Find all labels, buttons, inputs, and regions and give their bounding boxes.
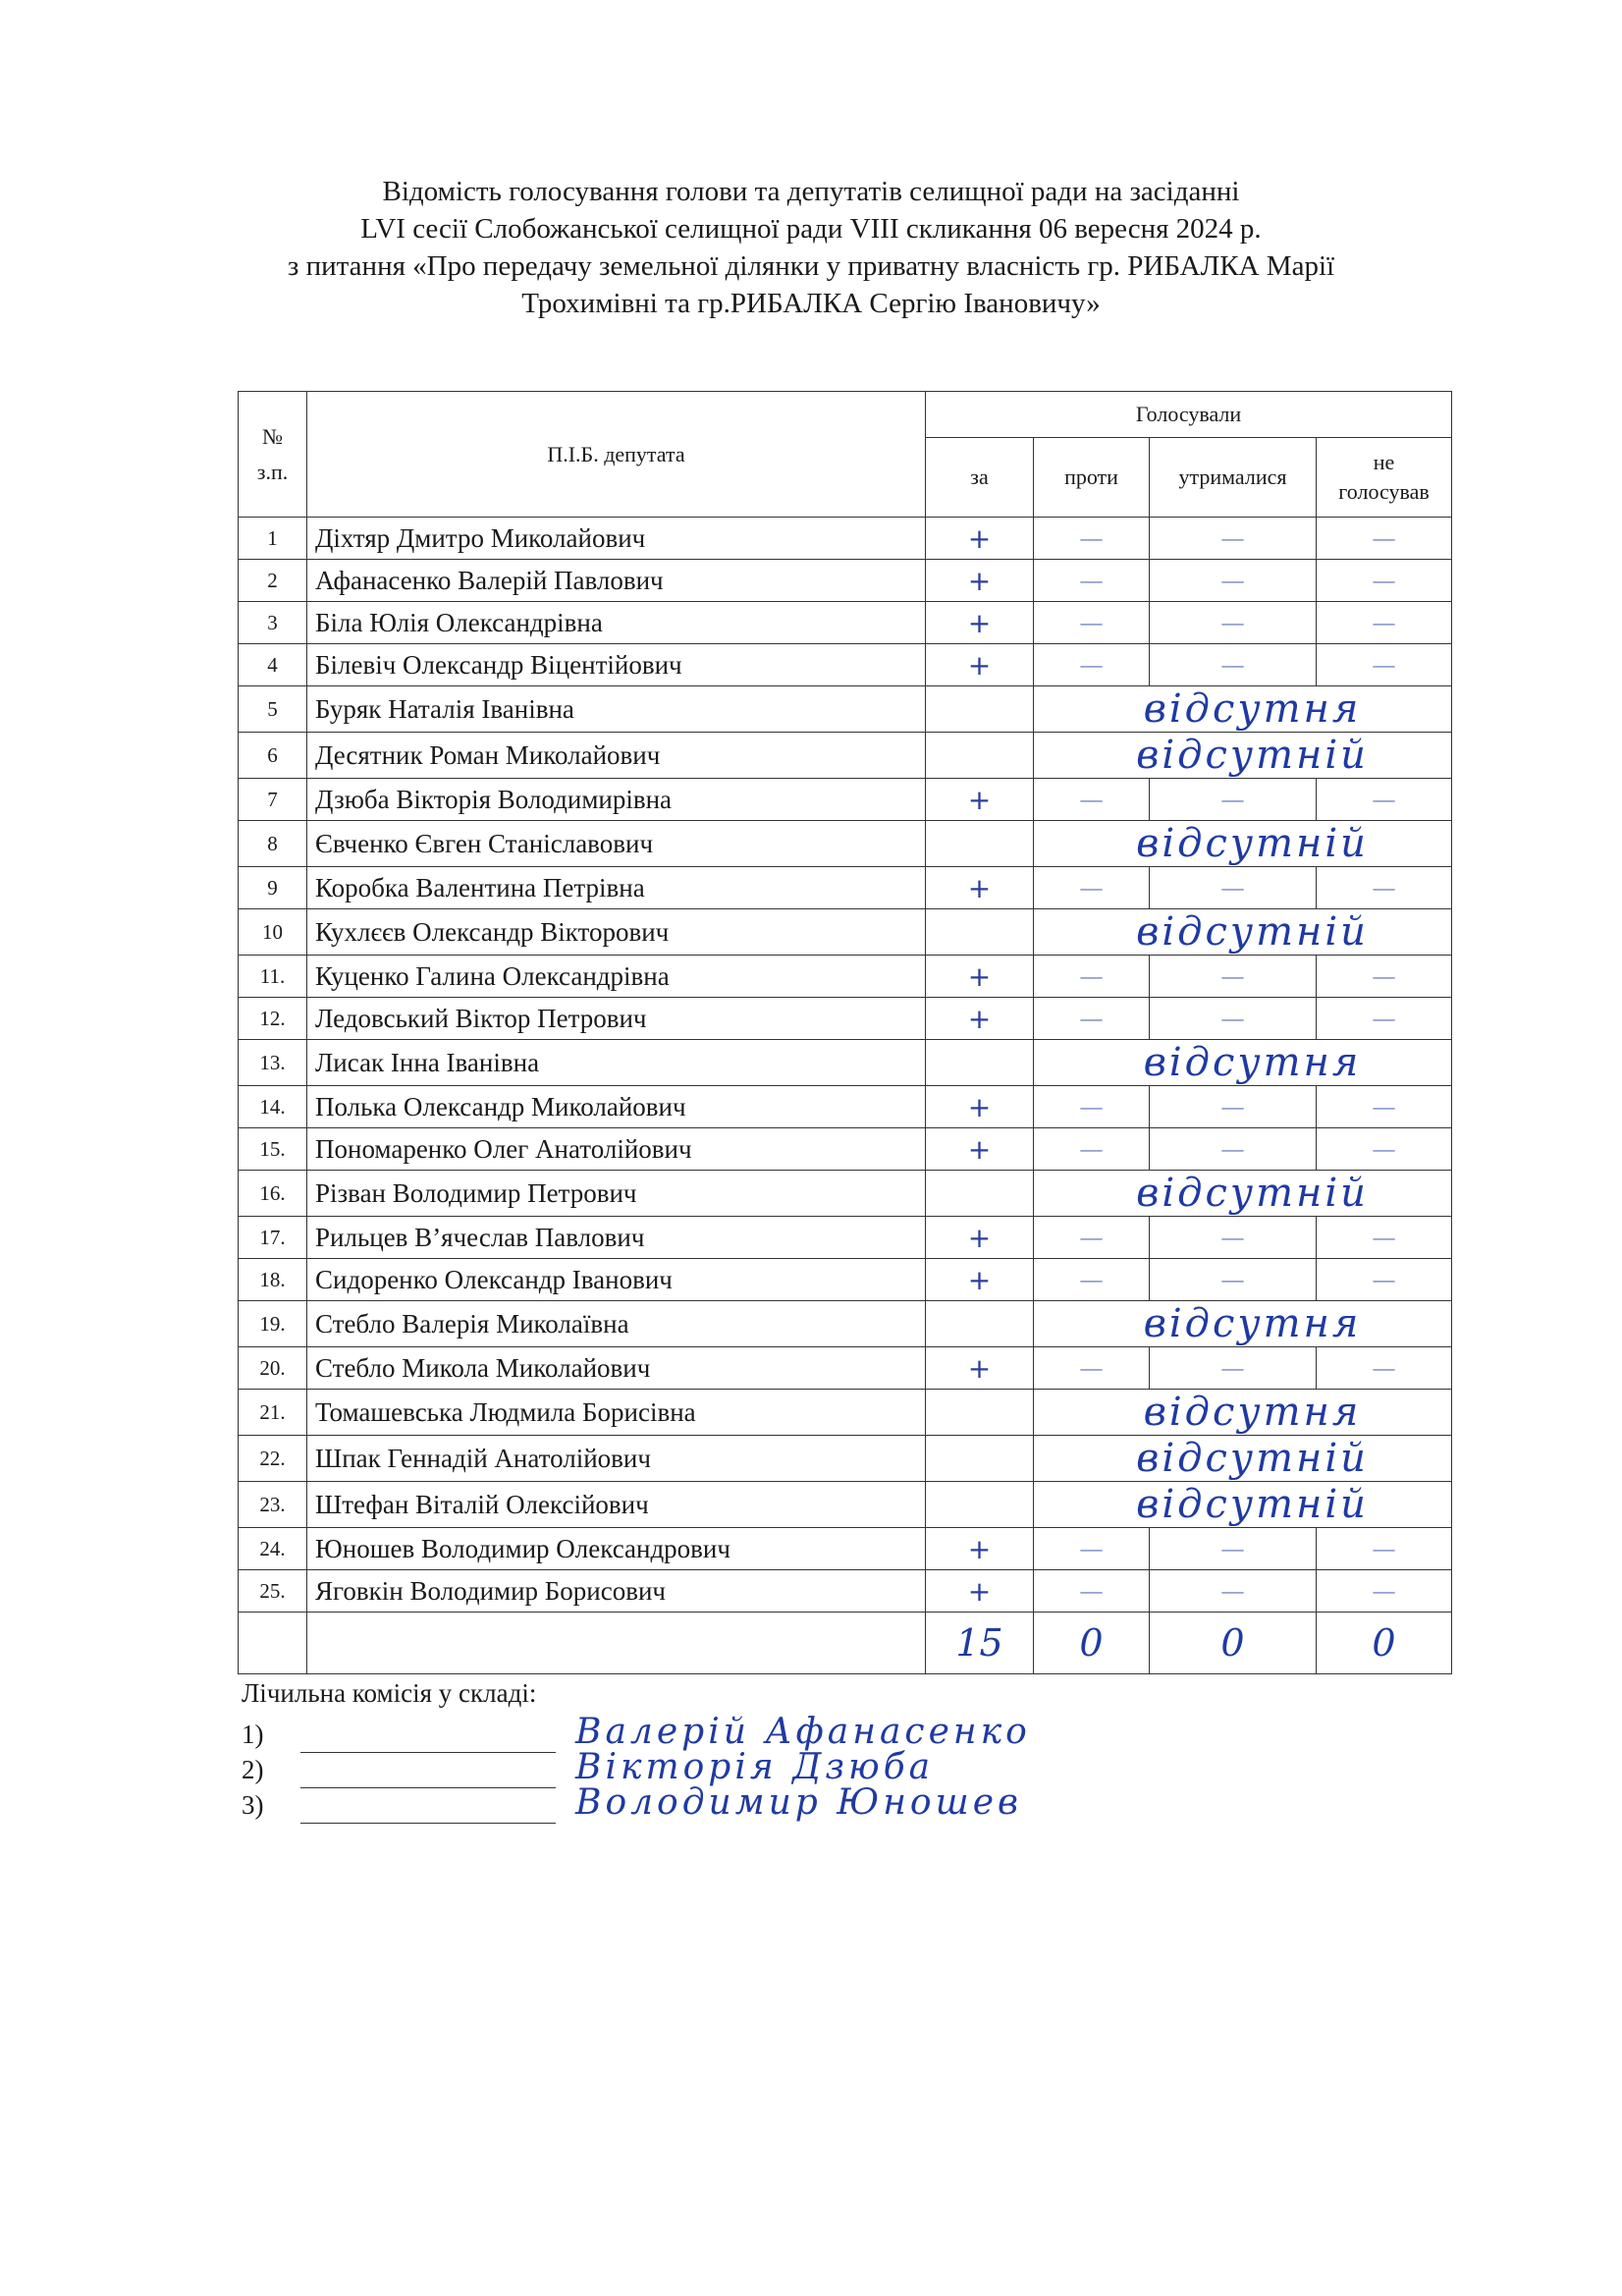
commission-member [242,1782,1031,1823]
header-line-3: з питання «Про передачу земельної ділянки у приватну власність гр. РИБАЛКА Марії [287,250,1335,282]
vote-against: — [1034,779,1150,821]
table-row [239,644,1452,686]
deputy-name: Кухлєєв Олександр Вікторович [307,909,926,956]
vote-for [926,686,1034,733]
deputy-name: Євченко Євген Станіславович [307,821,926,867]
row-number: 8 [239,821,307,867]
vote-for [926,733,1034,779]
header-line-4: Трохимівні та гр.РИБАЛКА Сергію Івановичу» [521,288,1101,319]
totals-empty-num [239,1613,307,1674]
row-number: 11. [239,956,307,998]
row-number: 2 [239,560,307,602]
vote-for [926,1436,1034,1482]
deputy-name: Рильцев В’ячеслав Павлович [307,1217,926,1259]
header-line-2: LVI сесії Слобожанської селищної ради VIII скликання 06 вересня 2024 р. [360,213,1262,245]
deputy-name: Куценко Галина Олександрівна [307,956,926,998]
table-row [239,1482,1452,1528]
vote-for [926,821,1034,867]
commission-member [242,1747,1031,1787]
table-row [239,1217,1452,1259]
row-number: 17. [239,1217,307,1259]
vote-not-voted: — [1317,1570,1452,1613]
table-row [239,518,1452,560]
vote-against: — [1034,1570,1150,1613]
member-number: 2) [242,1755,264,1784]
total-not-voted: 0 [1317,1613,1452,1674]
header-voted-group: Голосували [926,392,1452,438]
vote-against: — [1034,1128,1150,1171]
vote-not-voted: — [1317,644,1452,686]
row-number: 13. [239,1040,307,1086]
vote-abstained: — [1150,867,1317,909]
vote-not-voted: — [1317,1347,1452,1390]
header-name: П.І.Б. депутата [307,392,926,518]
vote-for: + [926,998,1034,1040]
vote-not-voted: — [1317,1528,1452,1570]
header-number: № з.п. [239,392,307,518]
absent-note: відсутня [1034,1301,1452,1347]
row-number: 22. [239,1436,307,1482]
table-row [239,1436,1452,1482]
signature [300,1717,556,1753]
vote-abstained: — [1150,1217,1317,1259]
deputy-name: Біла Юлія Олександрівна [307,602,926,644]
deputy-name: Діхтяр Дмитро Миколайович [307,518,926,560]
absent-note: відсутній [1034,909,1452,956]
signature [300,1787,556,1824]
table-row [239,909,1452,956]
vote-against: — [1034,1217,1150,1259]
vote-for: + [926,1086,1034,1128]
deputy-name: Томашевська Людмила Борисівна [307,1390,926,1436]
document-header [0,173,1622,322]
row-number: 15. [239,1128,307,1171]
vote-for [926,909,1034,956]
vote-for: + [926,1128,1034,1171]
deputy-name: Буряк Наталія Іванівна [307,686,926,733]
deputy-name: Штефан Віталій Олексійович [307,1482,926,1528]
absent-note: відсутній [1034,821,1452,867]
row-number: 24. [239,1528,307,1570]
table-row [239,998,1452,1040]
header-against: проти [1034,438,1150,518]
total-against: 0 [1034,1613,1150,1674]
signature [300,1752,556,1788]
table-row [239,602,1452,644]
vote-not-voted: — [1317,998,1452,1040]
deputy-name: Коробка Валентина Петрівна [307,867,926,909]
totals-empty-name [307,1613,926,1674]
deputy-name: Дзюба Вікторія Володимирівна [307,779,926,821]
vote-for: + [926,1259,1034,1301]
deputy-name: Полька Олександр Миколайович [307,1086,926,1128]
vote-abstained: — [1150,956,1317,998]
vote-for: + [926,956,1034,998]
row-number: 10 [239,909,307,956]
vote-not-voted: — [1317,1086,1452,1128]
vote-against: — [1034,560,1150,602]
absent-note: відсутня [1034,1040,1452,1086]
vote-against: — [1034,518,1150,560]
vote-not-voted: — [1317,518,1452,560]
totals-row [239,1613,1452,1674]
member-number: 3) [242,1790,264,1820]
table-row [239,867,1452,909]
counting-commission [242,1675,1031,1821]
row-number: 5 [239,686,307,733]
vote-abstained: — [1150,1259,1317,1301]
vote-against: — [1034,602,1150,644]
absent-note: відсутній [1034,733,1452,779]
vote-abstained: — [1150,1128,1317,1171]
voting-table [238,391,1452,1674]
vote-against: — [1034,1086,1150,1128]
deputy-name: Яговкін Володимир Борисович [307,1570,926,1613]
deputy-name: Афанасенко Валерій Павлович [307,560,926,602]
absent-note: відсутній [1034,1482,1452,1528]
table-row [239,1086,1452,1128]
vote-for: + [926,1528,1034,1570]
table-row [239,1259,1452,1301]
absent-note: відсутня [1034,686,1452,733]
member-name: Володимир Юношев [575,1782,1022,1823]
vote-for: + [926,867,1034,909]
row-number: 14. [239,1086,307,1128]
member-number: 1) [242,1720,264,1749]
vote-abstained: — [1150,602,1317,644]
vote-for: + [926,1347,1034,1390]
deputy-name: Лисак Інна Іванівна [307,1040,926,1086]
vote-for [926,1040,1034,1086]
vote-for [926,1482,1034,1528]
row-number: 20. [239,1347,307,1390]
row-number: 21. [239,1390,307,1436]
vote-abstained: — [1150,644,1317,686]
row-number: 9 [239,867,307,909]
header-not-voted: не голосував [1317,438,1452,518]
deputy-name: Десятник Роман Миколайович [307,733,926,779]
table-row [239,1128,1452,1171]
row-number: 25. [239,1570,307,1613]
vote-abstained: — [1150,560,1317,602]
vote-abstained: — [1150,1570,1317,1613]
table-row [239,1171,1452,1217]
vote-against: — [1034,1528,1150,1570]
header-abstained: утрималися [1150,438,1317,518]
vote-for: + [926,602,1034,644]
deputy-name: Стебло Микола Миколайович [307,1347,926,1390]
table-row [239,1528,1452,1570]
table-row [239,1347,1452,1390]
table-row [239,1040,1452,1086]
table-row [239,560,1452,602]
vote-against: — [1034,644,1150,686]
row-number: 4 [239,644,307,686]
member-name: Валерій Афанасенко [575,1712,1031,1752]
vote-against: — [1034,867,1150,909]
commission-title: Лічильна комісія у складі: [242,1678,537,1708]
vote-for: + [926,560,1034,602]
table-row [239,1390,1452,1436]
vote-for: + [926,1217,1034,1259]
deputy-name: Пономаренко Олег Анатолійович [307,1128,926,1171]
row-number: 16. [239,1171,307,1217]
vote-against: — [1034,956,1150,998]
absent-note: відсутній [1034,1171,1452,1217]
deputy-name: Шпак Геннадій Анатолійович [307,1436,926,1482]
deputy-name: Ледовський Віктор Петрович [307,998,926,1040]
vote-abstained: — [1150,518,1317,560]
vote-for [926,1171,1034,1217]
commission-member [242,1712,1031,1752]
table-row [239,1301,1452,1347]
row-number: 1 [239,518,307,560]
total-abstained: 0 [1150,1613,1317,1674]
table-row [239,686,1452,733]
vote-against: — [1034,998,1150,1040]
row-number: 23. [239,1482,307,1528]
vote-not-voted: — [1317,1128,1452,1171]
vote-not-voted: — [1317,779,1452,821]
deputy-name: Різван Володимир Петрович [307,1171,926,1217]
vote-for: + [926,779,1034,821]
vote-against: — [1034,1347,1150,1390]
vote-abstained: — [1150,1528,1317,1570]
table-row [239,956,1452,998]
vote-not-voted: — [1317,1259,1452,1301]
vote-not-voted: — [1317,602,1452,644]
row-number: 12. [239,998,307,1040]
vote-for: + [926,644,1034,686]
table-row [239,779,1452,821]
vote-abstained: — [1150,1086,1317,1128]
member-name: Вікторія Дзюба [575,1747,935,1787]
deputy-name: Юношев Володимир Олександрович [307,1528,926,1570]
vote-abstained: — [1150,779,1317,821]
vote-abstained: — [1150,998,1317,1040]
vote-against: — [1034,1259,1150,1301]
deputy-name: Стебло Валерія Миколаївна [307,1301,926,1347]
vote-for [926,1390,1034,1436]
header-for: за [926,438,1034,518]
vote-not-voted: — [1317,956,1452,998]
vote-not-voted: — [1317,560,1452,602]
vote-abstained: — [1150,1347,1317,1390]
deputy-name: Сидоренко Олександр Іванович [307,1259,926,1301]
row-number: 7 [239,779,307,821]
vote-for [926,1301,1034,1347]
vote-for: + [926,1570,1034,1613]
deputy-name: Білевіч Олександр Віцентійович [307,644,926,686]
absent-note: відсутня [1034,1390,1452,1436]
row-number: 3 [239,602,307,644]
absent-note: відсутній [1034,1436,1452,1482]
table-row [239,733,1452,779]
row-number: 18. [239,1259,307,1301]
header-line-1: Відомість голосування голови та депутатів селищної ради на засіданні [382,176,1240,207]
vote-not-voted: — [1317,867,1452,909]
row-number: 6 [239,733,307,779]
row-number: 19. [239,1301,307,1347]
vote-for: + [926,518,1034,560]
vote-not-voted: — [1317,1217,1452,1259]
table-row [239,1570,1452,1613]
total-for: 15 [926,1613,1034,1674]
table-row [239,821,1452,867]
